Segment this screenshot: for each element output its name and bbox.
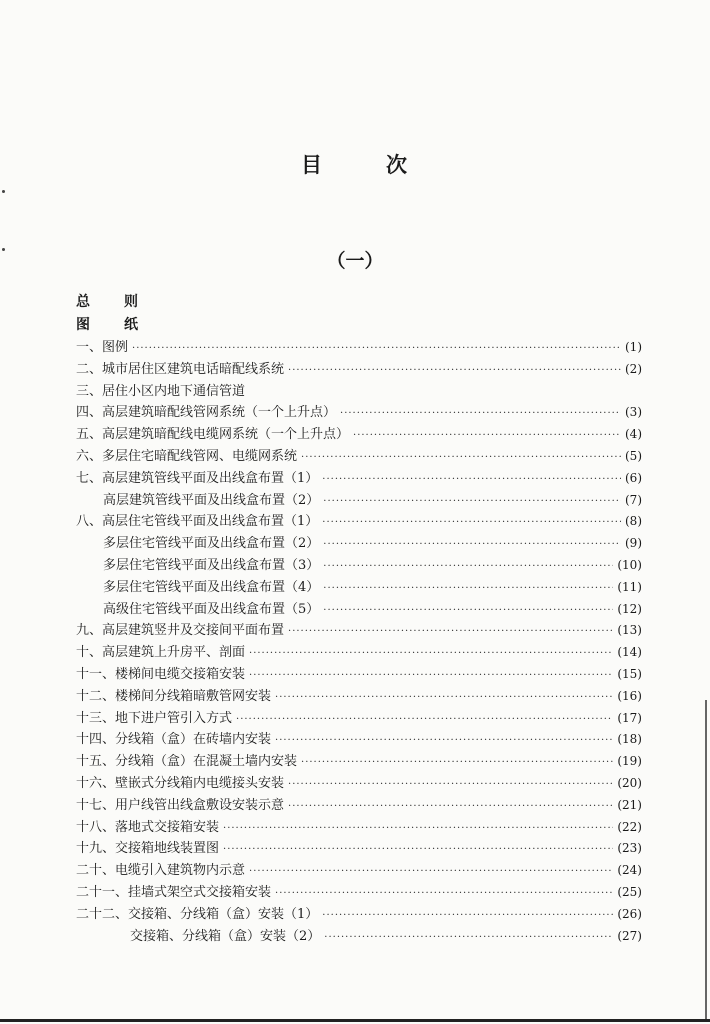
toc-entry bbox=[76, 380, 642, 402]
toc-leader-dots bbox=[223, 823, 613, 834]
toc-leader-dots bbox=[275, 692, 613, 703]
toc-entry-label: 十八、落地式交接箱安装 bbox=[76, 819, 220, 835]
toc-leader-dots bbox=[323, 496, 621, 507]
toc-entry bbox=[76, 576, 642, 598]
table-of-contents bbox=[76, 336, 642, 946]
toc-leader-dots bbox=[301, 452, 621, 463]
toc-leader-dots bbox=[323, 539, 621, 550]
toc-entry bbox=[76, 619, 642, 641]
toc-entry-label: 十四、分线箱（盒）在砖墙内安装 bbox=[76, 732, 272, 748]
toc-entry bbox=[76, 510, 642, 532]
toc-entry-page: (27) bbox=[617, 928, 642, 943]
title-char-right: 次 bbox=[386, 152, 409, 177]
toc-entry-label: 二十、电缆引入建筑物内示意 bbox=[76, 863, 246, 879]
toc-leader-dots bbox=[324, 932, 613, 943]
toc-entry-page: (3) bbox=[625, 405, 642, 420]
toc-leader-dots bbox=[322, 517, 621, 528]
toc-entry-page: (22) bbox=[617, 819, 642, 834]
toc-leader-dots bbox=[236, 714, 613, 725]
toc-entry bbox=[76, 598, 642, 620]
toc-leader-dots bbox=[275, 735, 613, 746]
toc-leader-dots bbox=[353, 430, 621, 441]
toc-entry bbox=[76, 750, 642, 772]
toc-entry-page: (25) bbox=[617, 884, 642, 899]
toc-entry bbox=[76, 489, 642, 511]
toc-entry bbox=[76, 401, 642, 423]
toc-entry bbox=[76, 685, 642, 707]
toc-entry-label: 四、高层建筑暗配线管网系统（一个上升点） bbox=[76, 405, 337, 421]
toc-entry-label: 八、高层住宅管线平面及出线盒布置（1） bbox=[76, 514, 319, 530]
toc-entry bbox=[76, 641, 642, 663]
toc-entry-page: (16) bbox=[617, 688, 642, 703]
toc-entry-label: 七、高层建筑管线平面及出线盒布置（1） bbox=[76, 470, 319, 486]
toc-leader-dots bbox=[249, 670, 613, 681]
toc-entry bbox=[76, 925, 642, 947]
toc-entry bbox=[76, 554, 642, 576]
toc-leader-dots bbox=[340, 408, 621, 419]
toc-entry-page: (21) bbox=[617, 797, 642, 812]
toc-entry-label: 交接箱、分线箱（盒）安装（2） bbox=[130, 928, 321, 944]
toc-entry-label: 十七、用户线管出线盒敷设安装示意 bbox=[76, 797, 285, 813]
toc-entry bbox=[76, 837, 642, 859]
toc-entry-label: 二十二、交接箱、分线箱（盒）安装（1） bbox=[76, 906, 319, 922]
toc-entry-page: (5) bbox=[625, 448, 642, 463]
toc-leader-dots bbox=[288, 801, 613, 812]
toc-entry-label: 多层住宅管线平面及出线盒布置（2） bbox=[103, 536, 320, 552]
toc-entry-label: 十九、交接箱地线装置图 bbox=[76, 841, 220, 857]
toc-leader-dots bbox=[323, 561, 613, 572]
scan-mark bbox=[2, 190, 5, 193]
toc-entry-label: 高级住宅管线平面及出线盒布置（5） bbox=[103, 601, 320, 617]
toc-entry-label: 六、多层住宅暗配线管网、电缆网系统 bbox=[76, 448, 298, 464]
toc-leader-dots bbox=[301, 757, 613, 768]
toc-entry-label: 多层住宅管线平面及出线盒布置（3） bbox=[103, 557, 320, 573]
toc-leader-dots bbox=[249, 866, 613, 877]
toc-entry-page: (9) bbox=[625, 536, 642, 551]
toc-entry-page: (12) bbox=[617, 601, 642, 616]
toc-entry-page: (4) bbox=[625, 427, 642, 442]
toc-entry-label: 十六、壁嵌式分线箱内电缆接头安装 bbox=[76, 775, 285, 791]
toc-entry bbox=[76, 794, 642, 816]
section-general: 总 则 bbox=[76, 294, 148, 310]
toc-entry bbox=[76, 903, 642, 925]
toc-entry bbox=[76, 728, 642, 750]
toc-entry-label: 三、居住小区内地下通信管道 bbox=[76, 383, 246, 399]
toc-leader-dots bbox=[288, 365, 621, 376]
toc-leader-dots bbox=[223, 844, 613, 855]
scan-edge-line bbox=[705, 700, 707, 1020]
toc-entry bbox=[76, 772, 642, 794]
toc-entry-label: 九、高层建筑竖井及交接间平面布置 bbox=[76, 623, 285, 639]
toc-entry-page: (14) bbox=[617, 645, 642, 660]
toc-leader-dots bbox=[322, 474, 621, 485]
toc-leader-dots bbox=[323, 605, 613, 616]
page-bottom-rule bbox=[0, 1019, 710, 1022]
toc-entry-label: 十、高层建筑上升房平、剖面 bbox=[76, 645, 246, 661]
toc-entry-page: (1) bbox=[625, 340, 642, 354]
page-title bbox=[0, 149, 710, 179]
toc-leader-dots bbox=[288, 779, 613, 790]
toc-entry bbox=[76, 467, 642, 489]
toc-entry-page: (20) bbox=[617, 775, 642, 790]
toc-entry-page: (2) bbox=[625, 361, 642, 376]
toc-entry bbox=[76, 423, 642, 445]
title-char-left: 目 bbox=[301, 152, 324, 177]
toc-entry bbox=[76, 358, 642, 380]
toc-entry-label: 十二、楼梯间分线箱暗敷管网安装 bbox=[76, 688, 272, 704]
toc-entry-label: 十三、地下进户管引入方式 bbox=[76, 710, 233, 726]
toc-entry-page: (13) bbox=[617, 623, 642, 638]
toc-entry-label: 二、城市居住区建筑电话暗配线系统 bbox=[76, 361, 285, 377]
toc-entry-page: (10) bbox=[617, 557, 642, 572]
toc-leader-dots bbox=[132, 343, 621, 354]
toc-entry-label: 五、高层建筑暗配线电缆网系统（一个上升点） bbox=[76, 427, 350, 443]
section-drawings: 图 纸 bbox=[76, 317, 148, 333]
toc-entry bbox=[76, 445, 642, 467]
toc-entry-page: (17) bbox=[617, 710, 642, 725]
toc-leader-dots bbox=[249, 648, 613, 659]
toc-entry-label: 十五、分线箱（盒）在混凝土墙内安装 bbox=[76, 754, 298, 770]
part-heading: （一） bbox=[326, 250, 384, 272]
toc-entry-page: (8) bbox=[625, 514, 642, 529]
toc-entry bbox=[76, 663, 642, 685]
toc-leader-dots bbox=[322, 910, 613, 921]
toc-entry bbox=[76, 336, 642, 358]
toc-entry-page: (6) bbox=[625, 470, 642, 485]
toc-leader-dots bbox=[275, 888, 613, 899]
toc-entry-page: (15) bbox=[617, 666, 642, 681]
toc-entry bbox=[76, 532, 642, 554]
toc-entry bbox=[76, 707, 642, 729]
toc-entry bbox=[76, 881, 642, 903]
toc-entry-label: 高层建筑管线平面及出线盒布置（2） bbox=[103, 492, 320, 508]
scan-mark bbox=[2, 248, 5, 251]
toc-entry-page: (18) bbox=[617, 732, 642, 747]
toc-leader-dots bbox=[323, 583, 613, 594]
toc-entry bbox=[76, 816, 642, 838]
toc-entry-page: (26) bbox=[617, 906, 642, 921]
toc-entry-page: (19) bbox=[617, 754, 642, 769]
toc-entry-label: 十一、楼梯间电缆交接箱安装 bbox=[76, 666, 246, 682]
toc-entry-label: 二十一、挂墙式架空式交接箱安装 bbox=[76, 884, 272, 900]
toc-entry-page: (23) bbox=[617, 841, 642, 856]
toc-entry-label: 多层住宅管线平面及出线盒布置（4） bbox=[103, 579, 320, 595]
toc-leader-dots bbox=[288, 626, 613, 637]
toc-entry-page: (11) bbox=[617, 579, 642, 594]
toc-entry bbox=[76, 859, 642, 881]
toc-entry-label: 一、图例 bbox=[76, 340, 129, 355]
toc-entry-page: (7) bbox=[625, 492, 642, 507]
toc-entry-page: (24) bbox=[617, 863, 642, 878]
